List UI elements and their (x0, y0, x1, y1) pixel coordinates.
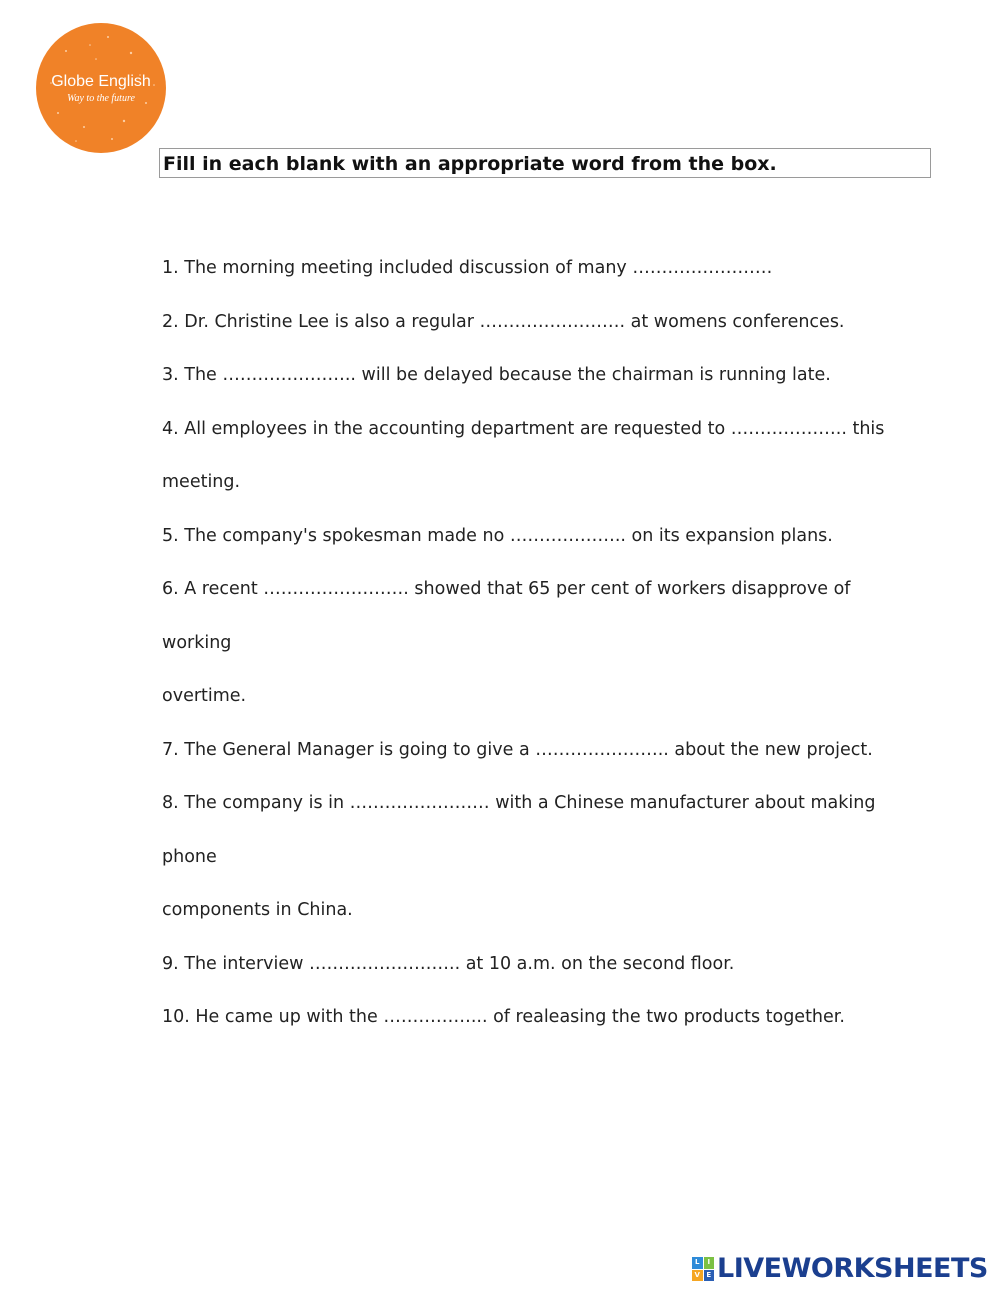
liveworksheets-logo[interactable] (692, 1254, 992, 1284)
logo-tagline: Way to the future (67, 93, 135, 104)
question-line: 2. Dr. Christine Lee is also a regular ……………………. at womens conferences. (162, 311, 845, 332)
liveworksheets-wordmark: LIVEWORKSHEETS (717, 1253, 988, 1284)
live-block-l: L (692, 1257, 703, 1269)
logo-circle (36, 23, 166, 153)
question-line: 9. The interview …………………….. at 10 a.m. on the second floor. (162, 953, 735, 974)
globe-english-logo (36, 23, 166, 153)
question-line: components in China. (162, 900, 353, 920)
question-line: overtime. (162, 686, 247, 706)
live-blocks-icon (692, 1257, 714, 1281)
question-list (162, 242, 922, 1045)
live-block-e: E (704, 1270, 715, 1282)
logo-title: Globe English (51, 73, 151, 90)
live-block-i: I (704, 1257, 715, 1269)
question-line: 8. The company is in …………………… with a Chinese manufacturer about making phone (162, 793, 876, 867)
question-line: meeting. (162, 472, 241, 492)
question-line: 4. All employees in the accounting department are requested to ……………….. this (162, 418, 885, 439)
question-line: 1. The morning meeting included discussion of many …………………… (162, 258, 773, 278)
instruction-heading: Fill in each blank with an appropriate word from the box. (159, 148, 931, 178)
question-line: 6. A recent ……………………. showed that 65 per cent of workers disapprove of working (162, 579, 851, 653)
question-line: 10. He came up with the ……………... of realeasing the two products together. (162, 1007, 845, 1027)
live-block-v: V (692, 1270, 703, 1282)
question-line: 3. The ………………….. will be delayed because the chairman is running late. (162, 365, 831, 385)
question-line: 7. The General Manager is going to give a ………………….. about the new project. (162, 739, 873, 760)
question-line: 5. The company's spokesman made no ……………….. on its expansion plans. (162, 525, 833, 546)
